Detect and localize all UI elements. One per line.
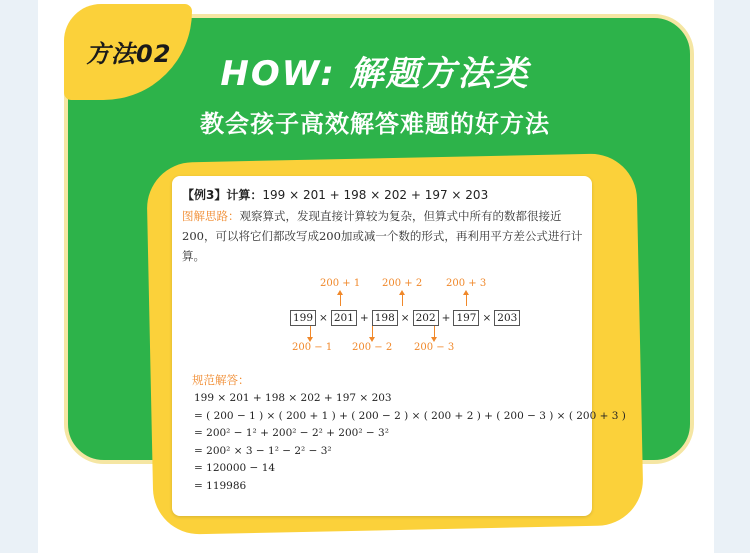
diagram-term: 197 xyxy=(453,310,479,326)
solution-step: = 200² × 3 − 1² − 2² − 3² xyxy=(194,444,332,457)
analysis-label: 图解思路： xyxy=(182,209,240,223)
plus-sign: + xyxy=(441,312,451,324)
solution-step: 199 × 201 + 198 × 202 + 197 × 203 xyxy=(194,392,392,404)
diagram-term: 199 xyxy=(290,310,316,326)
analysis-text: 观察算式，发现直接计算较为复杂，但算式中所有的数都很接近200，可以将它们都改写成200加或减一个数的形式，再利用平方差公式进行计算。 xyxy=(182,209,583,263)
arrow-up-icon xyxy=(340,292,341,306)
example-heading xyxy=(182,186,488,203)
solution-step: = ( 200 − 1 ) × ( 200 + 1 ) + ( 200 − 2 ) × ( 200 + 2 ) + ( 200 − 3 ) × ( 200 + 3 ) xyxy=(194,409,626,422)
diagram-term: 201 xyxy=(331,310,357,326)
diagram-bottom-label: 200 − 1 xyxy=(292,342,333,353)
example-tag: 【例3】计算： xyxy=(182,188,263,202)
section-title: HOW: 解题方法类 xyxy=(220,54,530,94)
example-paper xyxy=(172,176,626,516)
diagram-top-label: 200 + 1 xyxy=(320,278,361,289)
diagram-expression xyxy=(290,310,520,326)
times-sign: × xyxy=(400,312,410,324)
solution-step: = 119986 xyxy=(194,479,247,492)
arrow-up-icon xyxy=(402,292,403,306)
arrow-down-icon xyxy=(434,326,435,340)
solution-label: 规范解答： xyxy=(192,373,250,387)
diagram-bottom-label: 200 − 3 xyxy=(414,342,455,353)
solution-step: = 200² − 1² + 200² − 2² + 200² − 3² xyxy=(194,427,389,440)
diagram-top-label: 200 + 3 xyxy=(446,278,487,289)
plus-sign: + xyxy=(359,312,369,324)
solution-steps xyxy=(194,390,626,496)
diagram-term: 202 xyxy=(413,310,439,326)
section-subtitle: 教会孩子高效解答难题的好方法 xyxy=(200,110,550,138)
arrow-down-icon xyxy=(372,326,373,340)
solution-step: = 120000 − 14 xyxy=(194,462,276,475)
times-sign: × xyxy=(319,312,328,324)
split-diagram xyxy=(290,276,518,356)
example-problem: 199 × 201 + 198 × 202 + 197 × 203 xyxy=(262,188,489,202)
diagram-term: 198 xyxy=(372,310,398,326)
arrow-down-icon xyxy=(310,326,311,340)
analysis-paragraph xyxy=(182,206,586,266)
diagram-top-label: 200 + 2 xyxy=(382,278,423,289)
arrow-up-icon xyxy=(466,292,467,306)
method-badge-label: 方法02 xyxy=(86,40,172,68)
diagram-bottom-label: 200 − 2 xyxy=(352,342,393,353)
diagram-term: 203 xyxy=(494,310,520,326)
times-sign: × xyxy=(482,312,492,324)
